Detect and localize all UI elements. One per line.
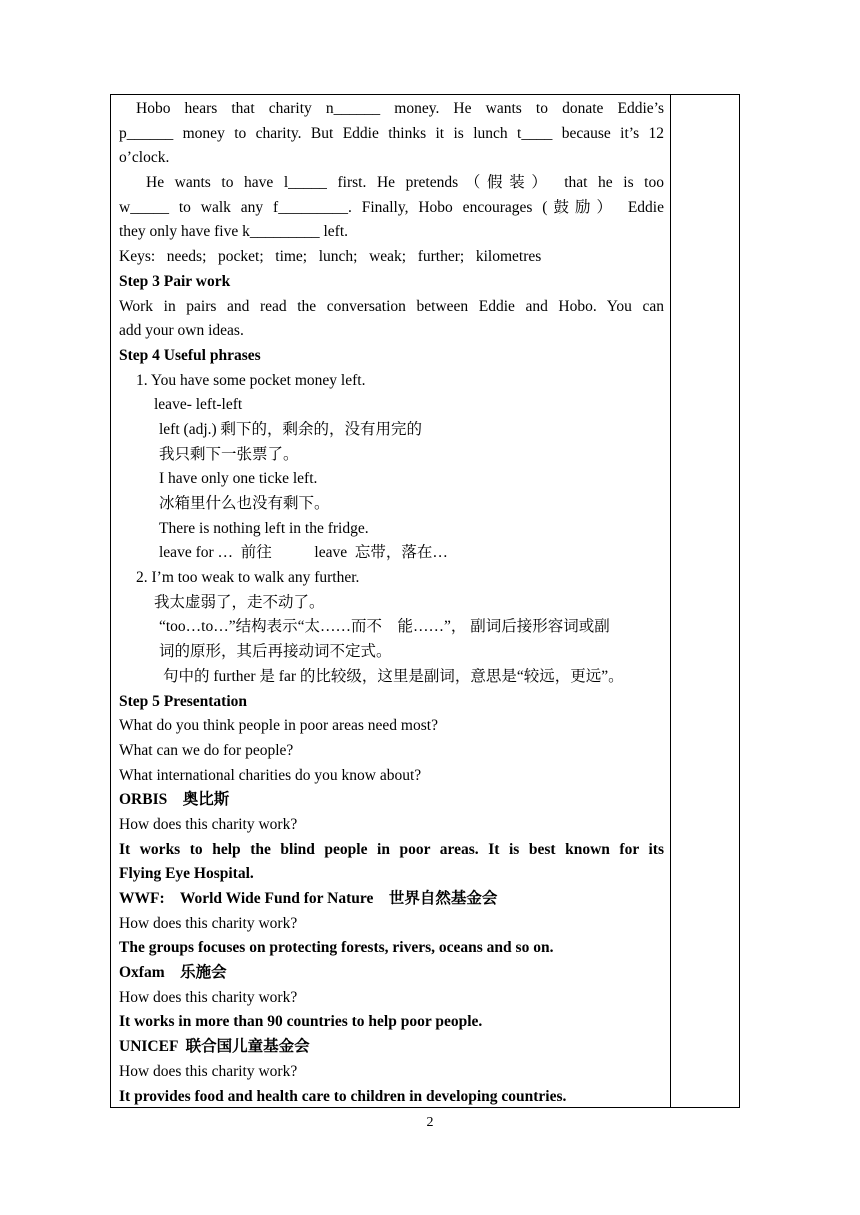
text-line: “too…to…”结构表示“太……而不 能……”， 副词后接形容词或副 bbox=[159, 618, 610, 636]
charity-wwf: WWF: World Wide Fund for Nature 世界自然基金会 bbox=[119, 890, 498, 907]
question-line: How does this charity work? bbox=[119, 1062, 298, 1080]
column-divider bbox=[670, 95, 671, 1107]
text-line: He wants to have l_____ first. He pretends（假装） that he is too bbox=[146, 174, 664, 192]
lesson-table bbox=[110, 94, 740, 1108]
question-line: What international charities do you know about? bbox=[119, 766, 422, 784]
text-line: Work in pairs and read the conversation between Eddie and Hobo. You can bbox=[119, 297, 664, 315]
text-line: 词的原形，其后再接动词不定式。 bbox=[159, 643, 392, 661]
text-line: Hobo hears that charity n______ money. He wants to donate Eddie’s bbox=[136, 100, 664, 117]
text-line: p______ money to charity. But Eddie thinks it is lunch t____ because it’s 12 bbox=[119, 124, 664, 142]
text-line: leave- left-left bbox=[154, 396, 243, 414]
charity-orbis: ORBIS 奥比斯 bbox=[119, 791, 230, 809]
text-line: w_____ to walk any f_________. Finally, Hobo encourages (鼓励） Eddie bbox=[119, 198, 664, 216]
charity-oxfam: Oxfam 乐施会 bbox=[119, 964, 227, 982]
question-line: What can we do for people? bbox=[119, 741, 294, 759]
text-line: add your own ideas. bbox=[119, 322, 244, 340]
answer-line: It provides food and health care to children in developing countries. bbox=[119, 1087, 567, 1105]
step5-heading: Step 5 Presentation bbox=[119, 692, 248, 710]
question-line: How does this charity work? bbox=[119, 914, 298, 932]
text-line: 我太虚弱了，走不动了。 bbox=[154, 593, 325, 611]
question-line: What do you think people in poor areas need most? bbox=[119, 717, 438, 735]
keys-line: Keys: needs; pocket; time; lunch; weak; further; kilometres bbox=[119, 248, 542, 266]
text-line: leave for … 前往 leave 忘带，落在… bbox=[159, 544, 448, 562]
answer-line: The groups focuses on protecting forests, rivers, oceans and so on. bbox=[119, 939, 554, 957]
text-line: 我只剩下一张票了。 bbox=[159, 445, 299, 463]
text-line: they only have five k_________ left. bbox=[119, 223, 349, 241]
step4-heading: Step 4 Useful phrases bbox=[119, 346, 261, 364]
text-line: 冰箱里什么也没有剩下。 bbox=[159, 495, 330, 512]
text-line: 句中的 further 是 far 的比较级，这里是副词，意思是“较远，更远”。 bbox=[163, 667, 624, 685]
question-line: How does this charity work? bbox=[119, 815, 298, 833]
step3-heading: Step 3 Pair work bbox=[119, 272, 231, 290]
text-line: I have only one ticke left. bbox=[159, 470, 318, 488]
phrase-item-2: 2. I’m too weak to walk any further. bbox=[136, 569, 360, 587]
phrase-item-1: 1. You have some pocket money left. bbox=[136, 371, 366, 389]
text-line: left (adj.) 剩下的，剩余的，没有用完的 bbox=[159, 420, 423, 438]
charity-unicef: UNICEF 联合国儿童基金会 bbox=[119, 1038, 310, 1056]
question-line: How does this charity work? bbox=[119, 988, 298, 1006]
answer-line: It works to help the blind people in poor areas. It is best known for its bbox=[119, 840, 664, 858]
text-line: o’clock. bbox=[119, 149, 170, 167]
answer-line: Flying Eye Hospital. bbox=[119, 865, 254, 883]
lesson-content bbox=[119, 97, 664, 1109]
answer-line: It works in more than 90 countries to help poor people. bbox=[119, 1013, 483, 1031]
page-number: 2 bbox=[426, 1115, 434, 1130]
text-line: There is nothing left in the fridge. bbox=[159, 519, 369, 537]
